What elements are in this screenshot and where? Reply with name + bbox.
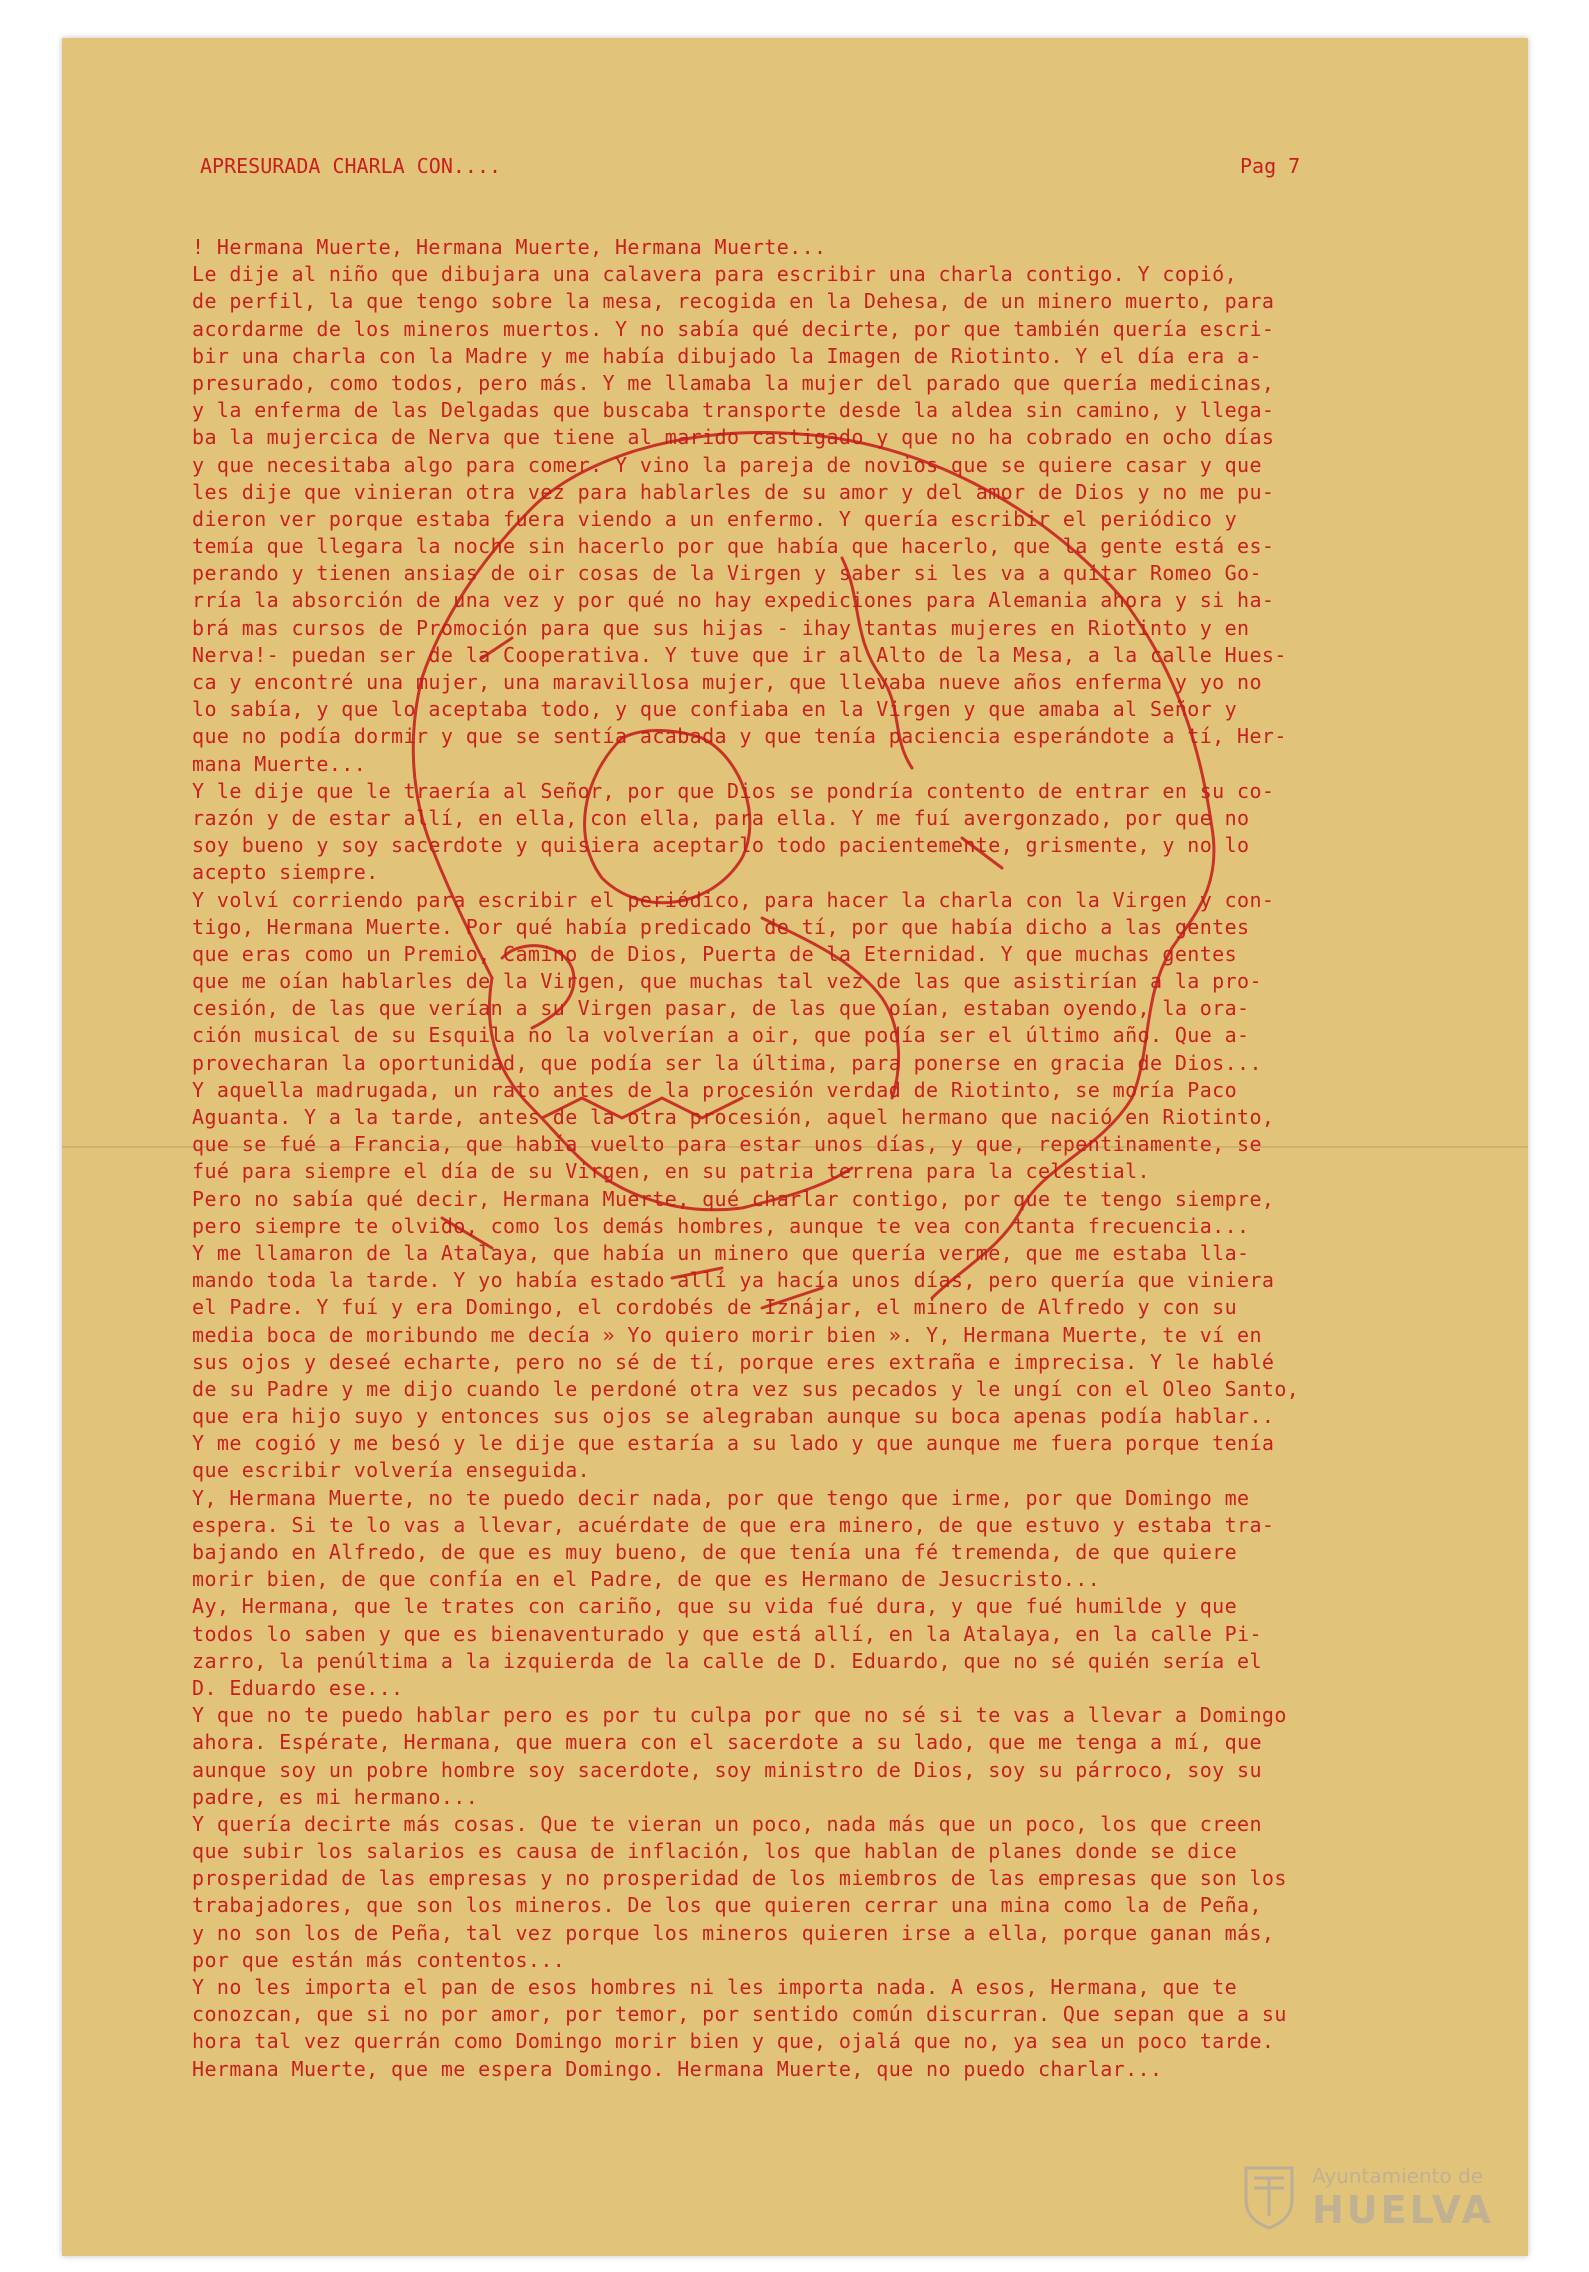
text-line: padre, es mi hermano... — [192, 1784, 479, 1809]
text-line: temía que llegara la noche sin hacerlo por que había que hacerlo, que la gente está es- — [192, 534, 1275, 559]
text-line: aunque soy un pobre hombre soy sacerdote, soy ministro de Dios, soy su párroco, soy su — [192, 1757, 1262, 1782]
text-line: Aguanta. Y a la tarde, antes de la otra procesión, aquel hermano que nació en Riotinto, — [192, 1105, 1275, 1129]
text-line: ba la mujercica de Nerva que tiene al marido castigado y que no ha cobrado en ocho días — [192, 425, 1275, 450]
text-line: de perfil, la que tengo sobre la mesa, recogida en la Dehesa, de un minero muerto, para — [192, 289, 1275, 314]
text-line: perando y tienen ansias de oir cosas de la Virgen y saber si les va a quitar Romeo Go- — [192, 561, 1262, 586]
header-title: APRESURADA CHARLA CON.... — [200, 154, 502, 178]
text-line: Y aquella madrugada, un rato antes de la procesión verdad de Riotinto, se moría Paco — [192, 1077, 1238, 1102]
text-line: Y no les importa el pan de esos hombres ni les importa nada. A esos, Hermana, que te — [192, 1975, 1238, 1999]
watermark — [1242, 2158, 1528, 2238]
text-line: que escribir volvería enseguida. — [192, 1458, 591, 1483]
text-line: Y le dije que le traería al Señor, por que Dios se pondría contento de entrar en su co- — [192, 778, 1275, 803]
text-line: tigo, Hermana Muerte. Por qué había predicado de tí, por que había dicho a las gentes — [192, 914, 1250, 939]
text-line: fué para siempre el día de su Virgen, en su patria terrena para la celestial. — [192, 1159, 1150, 1184]
text-line: el Padre. Y fuí y era Domingo, el cordobés de Iznájar, el minero de Alfredo y con su — [192, 1295, 1238, 1320]
text-line: bajando en Alfredo, de que es muy bueno, de que tenía una fé tremenda, de que quiere — [192, 1540, 1238, 1564]
text-line: Y volví corriendo para escribir el periódico, para hacer la charla con la Virgen y con- — [192, 887, 1275, 912]
text-line: Y me cogió y me besó y le dije que estaría a su lado y que aunque me fuera porque tenía — [192, 1431, 1275, 1456]
text-line: les dije que vinieran otra vez para hablarles de su amor y del amor de Dios y no me pu- — [192, 479, 1275, 504]
text-line: media boca de moribundo me decía » Yo quiero morir bien ». Y, Hermana Muerte, te ví en — [192, 1322, 1262, 1347]
text-line: ca y encontré una mujer, una maravillosa mujer, que llevaba nueve años enferma y yo no — [192, 670, 1262, 694]
text-line: todos lo saben y que es bienaventurado y que está allí, en la Atalaya, en la calle Pi- — [192, 1621, 1262, 1646]
text-line: por que están más contentos... — [192, 1947, 566, 1972]
text-line: rría la absorción de una vez y por qué no hay expediciones para Alemania ahora y si ha- — [192, 588, 1275, 613]
text-line: bir una charla con la Madre y me había dibujado la Imagen de Riotinto. Y el día era a- — [192, 343, 1262, 368]
text-line: sus ojos y deseé echarte, pero no sé de tí, porque eres extraña e imprecisa. Y le hablé — [192, 1349, 1275, 1374]
text-line: dieron ver porque estaba fuera viendo a un enfermo. Y quería escribir el periódico y — [192, 506, 1238, 531]
text-line: Y que no te puedo hablar pero es por tu culpa por que no sé si te vas a llevar a Domingo — [192, 1703, 1287, 1728]
text-line: morir bien, de que confía en el Padre, de que es Hermano de Jesucristo... — [192, 1567, 1101, 1592]
text-line: prosperidad de las empresas y no prosperidad de los miembros de las empresas que son los — [192, 1866, 1287, 1891]
text-line: y no son los de Peña, tal vez porque los mineros quieren irse a ella, porque ganan más, — [192, 1920, 1275, 1945]
text-line: Y quería decirte más cosas. Que te vieran un poco, nada más que un poco, los que creen — [192, 1811, 1262, 1836]
text-line: Hermana Muerte, que me espera Domingo. Hermana Muerte, que no puedo charlar... — [192, 2056, 1163, 2081]
text-line: Y me llamaron de la Atalaya, que había un minero que quería verme, que me estaba lla- — [192, 1240, 1250, 1265]
page-header — [200, 154, 1400, 194]
text-line: Pero no sabía qué decir, Hermana Muerte, qué charlar contigo, por que te tengo siempre, — [192, 1186, 1275, 1211]
text-line: Y, Hermana Muerte, no te puedo decir nada, por que tengo que irme, por que Domingo me — [192, 1485, 1250, 1510]
text-line: ahora. Espérate, Hermana, que muera con el sacerdote a su lado, que me tenga a mí, que — [192, 1730, 1262, 1755]
text-line: Nerva!- puedan ser de la Cooperativa. Y tuve que ir al Alto de la Mesa, a la calle Hues- — [192, 642, 1287, 667]
text-line: que me oían hablarles de la Virgen, que muchas tal vez de las que asistirían a la pro- — [192, 969, 1262, 994]
text-line: ! Hermana Muerte, Hermana Muerte, Hermana Muerte... — [192, 235, 827, 259]
text-line: acepto siempre. — [192, 860, 379, 885]
text-line: acordarme de los mineros muertos. Y no sabía qué decirte, por que también quería escri- — [192, 316, 1275, 341]
document-page — [62, 38, 1528, 2256]
text-line: Ay, Hermana, que le trates con cariño, que su vida fué dura, y que fué humilde y que — [192, 1594, 1238, 1619]
text-line: brá mas cursos de Promoción para que sus hijas - ihay tantas mujeres en Riotinto y en — [192, 615, 1250, 640]
text-line: razón y de estar allí, en ella, con ella, para ella. Y me fuí avergonzado, por que no — [192, 805, 1250, 830]
text-line: hora tal vez querrán como Domingo morir bien y que, ojalá que no, ya sea un poco tarde. — [192, 2029, 1275, 2054]
body-text — [192, 234, 1512, 2083]
text-line: soy bueno y soy sacerdote y quisiera aceptarlo todo pacientemente, grismente, y no lo — [192, 833, 1250, 858]
text-line: lo sabía, y que lo aceptaba todo, y que confiaba en la Virgen y que amaba al Señor y — [192, 697, 1238, 722]
text-line: que se fué a Francia, que había vuelto para estar unos días, y que, repentinamente, se — [192, 1132, 1262, 1157]
text-line: mando toda la tarde. Y yo había estado allí ya hacía unos días, pero quería que viniera — [192, 1268, 1275, 1293]
text-line: de su Padre y me dijo cuando le perdoné otra vez sus pecados y le ungí con el Oleo Santo, — [192, 1376, 1300, 1401]
text-line: cesión, de las que verían a su Virgen pasar, de las que oían, estaban oyendo, la ora- — [192, 996, 1250, 1021]
text-line: espera. Si te lo vas a llevar, acuérdate de que era minero, de que estuvo y estaba tra- — [192, 1512, 1275, 1537]
text-line: trabajadores, que son los mineros. De los que quieren cerrar una mina como la de Peña, — [192, 1893, 1262, 1918]
text-line: pero siempre te olvido, como los demás hombres, aunque te vea con tanta frecuencia... — [192, 1213, 1250, 1238]
text-line: que era hijo suyo y entonces sus ojos se alegraban aunque su boca apenas podía hablar.. — [192, 1404, 1275, 1429]
text-line: que eras como un Premio, Camino de Dios, Puerta de la Eternidad. Y que muchas gentes — [192, 941, 1238, 966]
watermark-line1: Ayuntamiento de — [1312, 2164, 1484, 2188]
text-line: y la enferma de las Delgadas que buscaba transporte desde la aldea sin camino, y llega- — [192, 398, 1275, 423]
text-line: conozcan, que si no por amor, por temor, por sentido común discurran. Que sepan que a su — [192, 2002, 1287, 2027]
text-line: D. Eduardo ese... — [192, 1675, 404, 1700]
text-line: Le dije al niño que dibujara una calavera para escribir una charla contigo. Y copió, — [192, 262, 1238, 287]
page-number: Pag 7 — [1240, 154, 1301, 178]
text-line: que subir los salarios es causa de inflación, los que hablan de planes donde se dice — [192, 1839, 1238, 1864]
text-line: que no podía dormir y que se sentía acabada y que tenía paciencia esperándote a tí, Her- — [192, 724, 1287, 749]
text-line: zarro, la penúltima a la izquierda de la calle de D. Eduardo, que no sé quién sería el — [192, 1648, 1262, 1673]
text-line: mana Muerte... — [192, 751, 367, 776]
city-shield-icon — [1242, 2160, 1296, 2230]
watermark-line2: HUELVA — [1312, 2188, 1494, 2232]
text-line: y que necesitaba algo para comer. Y vino la pareja de novios que se quiere casar y que — [192, 452, 1262, 477]
text-line: provecharan la oportunidad, que podía ser la última, para ponerse en gracia de Dios... — [192, 1050, 1262, 1075]
text-line: ción musical de su Esquila no la volverían a oir, que podía ser el último año. Que a- — [192, 1023, 1250, 1048]
text-line: presurado, como todos, pero más. Y me llamaba la mujer del parado que quería medicinas, — [192, 370, 1275, 395]
